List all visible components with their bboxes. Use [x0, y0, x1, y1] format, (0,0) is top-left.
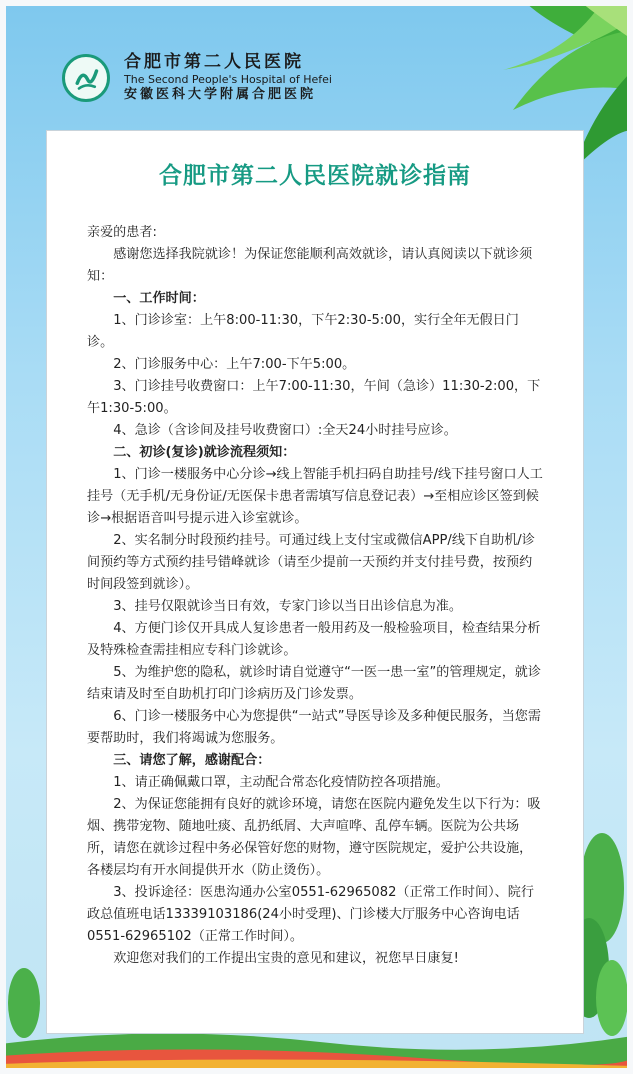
guide-paragraph: 1、门诊一楼服务中心分诊→线上智能手机扫码自助挂号/线下挂号窗口人工挂号（无手机/无身份证/无医保卡患者需填写信息登记表）→至相应诊区签到候诊→根据语音叫号提示进入诊室就诊。 — [87, 467, 543, 526]
guide-paragraph: 欢迎您对我们的工作提出宝贵的意见和建议，祝您早日康复! — [113, 951, 459, 966]
guide-paragraph: 3、投诉途径：医患沟通办公室0551-62965082（正常工作时间）、院行政总值班电话13339103186(24小时受理)、门诊楼大厅服务中心咨询电话0551-62965102（正常工作时间）。 — [87, 885, 534, 944]
guide-paragraph: 2、实名制分时段预约挂号。可通过线上支付宝或微信APP/线下自助机/诊间预约等方式预约挂号错峰就诊（请至少提前一天预约并支付挂号费，按预约时间段签到就诊）。 — [87, 533, 535, 592]
hospital-name-cn: 合肥市第二人民医院 — [124, 52, 304, 72]
section-heading: 二、初诊(复诊)就诊流程须知： — [113, 445, 296, 460]
guide-paragraph: 4、急诊（含诊间及挂号收费窗口）:全天24小时挂号应诊。 — [113, 423, 457, 438]
guide-paragraph: 4、方便门诊仅开具成人复诊患者一般用药及一般检验项目，检查结果分析及特殊检查需挂相应专科门诊就诊。 — [87, 621, 541, 658]
hospital-name-en: The Second People's Hospital of Hefei — [124, 73, 332, 87]
guide-card — [46, 130, 584, 1034]
guide-title: 合肥市第二人民医院就诊指南 — [159, 163, 471, 189]
guide-body — [87, 222, 543, 970]
hospital-header — [62, 52, 332, 103]
hospital-names — [124, 52, 332, 103]
guide-paragraph: 1、门诊诊室：上午8:00-11:30，下午2:30-5:00，实行全年无假日门诊。 — [87, 313, 519, 350]
guide-paragraph: 亲爱的患者: — [87, 225, 157, 240]
guide-paragraph: 6、门诊一楼服务中心为您提供“一站式”导医导诊及多种便民服务，当您需要帮助时，我们将竭诚为您服务。 — [87, 709, 541, 746]
guide-paragraph: 2、门诊服务中心：上午7:00-下午5:00。 — [113, 357, 356, 372]
section-heading: 一、工作时间： — [113, 291, 205, 306]
guide-paragraph: 5、为维护您的隐私，就诊时请自觉遵守“一医一患一室”的管理规定，就诊结束请及时至自助机打印门诊病历及门诊发票。 — [87, 665, 541, 702]
guide-paragraph: 2、为保证您能拥有良好的就诊环境，请您在医院内避免发生以下行为：吸烟、携带宠物、随地吐痰、乱扔纸屑、大声喧哗、乱停车辆。医院为公共场所，请您在就诊过程中务必保管好您的财物，遵守医院规定，爱护公共设施，各楼层均有开水间提供开水（防止烫伤）。 — [87, 797, 541, 878]
guide-paragraph: 3、门诊挂号收费窗口：上午7:00-11:30，午间（急诊）11:30-2:00，下午1:30-5:00。 — [87, 379, 541, 416]
guide-paragraph: 3、挂号仅限就诊当日有效，专家门诊以当日出诊信息为准。 — [113, 599, 462, 614]
hospital-affiliation: 安徽医科大学附属合肥医院 — [124, 87, 317, 102]
guide-paragraph: 感谢您选择我院就诊！为保证您能顺利高效就诊，请认真阅读以下就诊须知： — [87, 247, 533, 284]
hospital-logo-icon — [62, 54, 110, 102]
guide-paragraph: 1、请正确佩戴口罩，主动配合常态化疫情防控各项措施。 — [113, 775, 449, 790]
section-heading: 三、请您了解，感谢配合： — [113, 753, 271, 768]
